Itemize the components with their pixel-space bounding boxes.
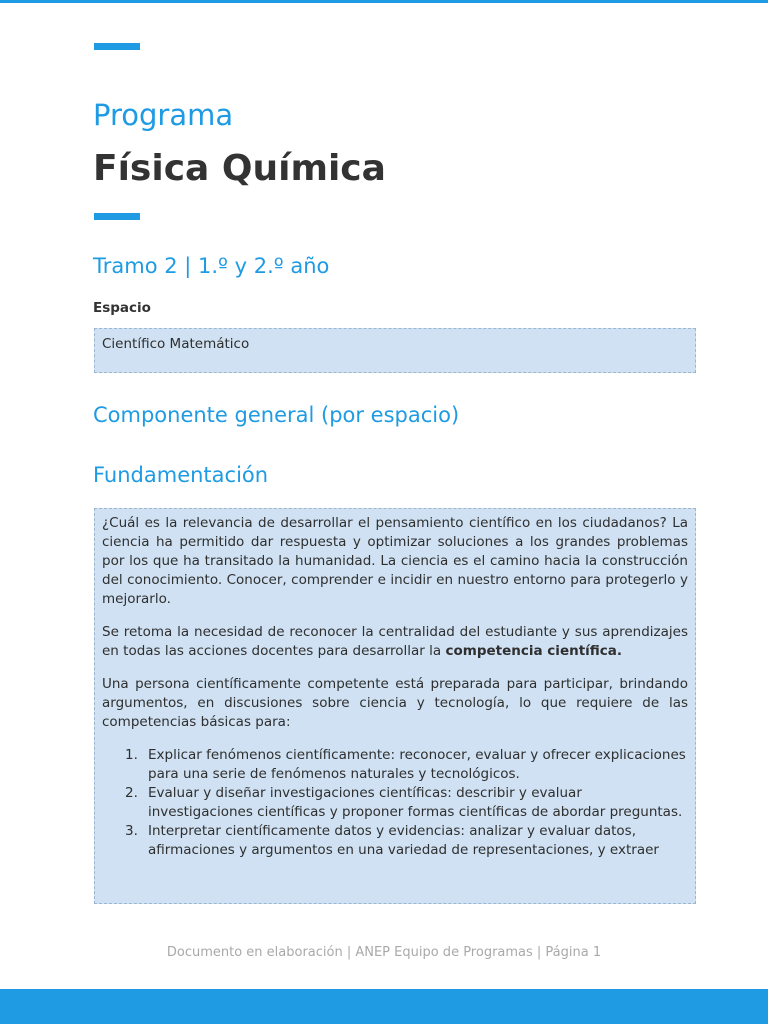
- top-rule: [0, 0, 768, 3]
- tramo-heading: Tramo 2 | 1.º y 2.º año: [93, 254, 330, 278]
- list-item-text: Evaluar y diseñar investigaciones científicas: describir y evaluar investigaciones científicas y proponer formas científicas de abordar preguntas.: [148, 785, 683, 820]
- competencia-cientifica-emphasis: competencia científica.: [445, 643, 623, 659]
- competencias-list: [102, 746, 688, 860]
- list-item-number: 1.: [125, 747, 138, 763]
- fundamentacion-box: [94, 508, 696, 904]
- list-item: [102, 822, 688, 860]
- list-item-number: 3.: [125, 823, 138, 839]
- componente-heading: Componente general (por espacio): [93, 403, 460, 427]
- paragraph-2-text: Se retoma la necesidad de reconocer la centralidad del estudiante y sus aprendizajes en todas las acciones docentes para desarrollar la: [102, 624, 688, 659]
- fundamentacion-paragraph-3: Una persona científicamente competente está preparada para participar, brindando argumentos, en discusiones sobre ciencia y tecnología, lo que requiere de las competencias básicas para:: [102, 676, 688, 730]
- list-item-text: Interpretar científicamente datos y evidencias: analizar y evaluar datos, afirmaciones y argumentos en una variedad de representaciones, y extraer: [148, 823, 659, 858]
- list-item-text: Explicar fenómenos científicamente: reconocer, evaluar y ofrecer explicaciones para una serie de fenómenos naturales y tecnológicos.: [148, 747, 686, 782]
- espacio-box: [94, 328, 696, 373]
- fundamentacion-paragraph-1: ¿Cuál es la relevancia de desarrollar el pensamiento científico en los ciudadanos? La ciencia ha permitido dar respuesta y optimizar soluciones a los grandes problemas por los que ha transitado la humanidad. La ciencia es el camino hacia la construcción del conocimiento. Conocer, comprender e incidir en nuestro entorno para protegerlo y mejorarlo.: [102, 515, 688, 607]
- list-item: [102, 784, 688, 822]
- fundamentacion-paragraph-2: [102, 623, 688, 661]
- list-item-number: 2.: [125, 785, 138, 801]
- bottom-bar: [0, 989, 768, 1024]
- fundamentacion-heading: Fundamentación: [93, 463, 269, 487]
- page-title: Física Química: [93, 148, 386, 189]
- accent-bar-top: [94, 43, 140, 50]
- page-footer: Documento en elaboración | ANEP Equipo de Programas | Página 1: [166, 945, 602, 960]
- document-type: Programa: [93, 98, 234, 132]
- espacio-label: Espacio: [93, 300, 151, 316]
- espacio-value: Científico Matemático: [102, 336, 250, 352]
- accent-bar-bottom: [94, 213, 140, 220]
- list-item: [102, 746, 688, 784]
